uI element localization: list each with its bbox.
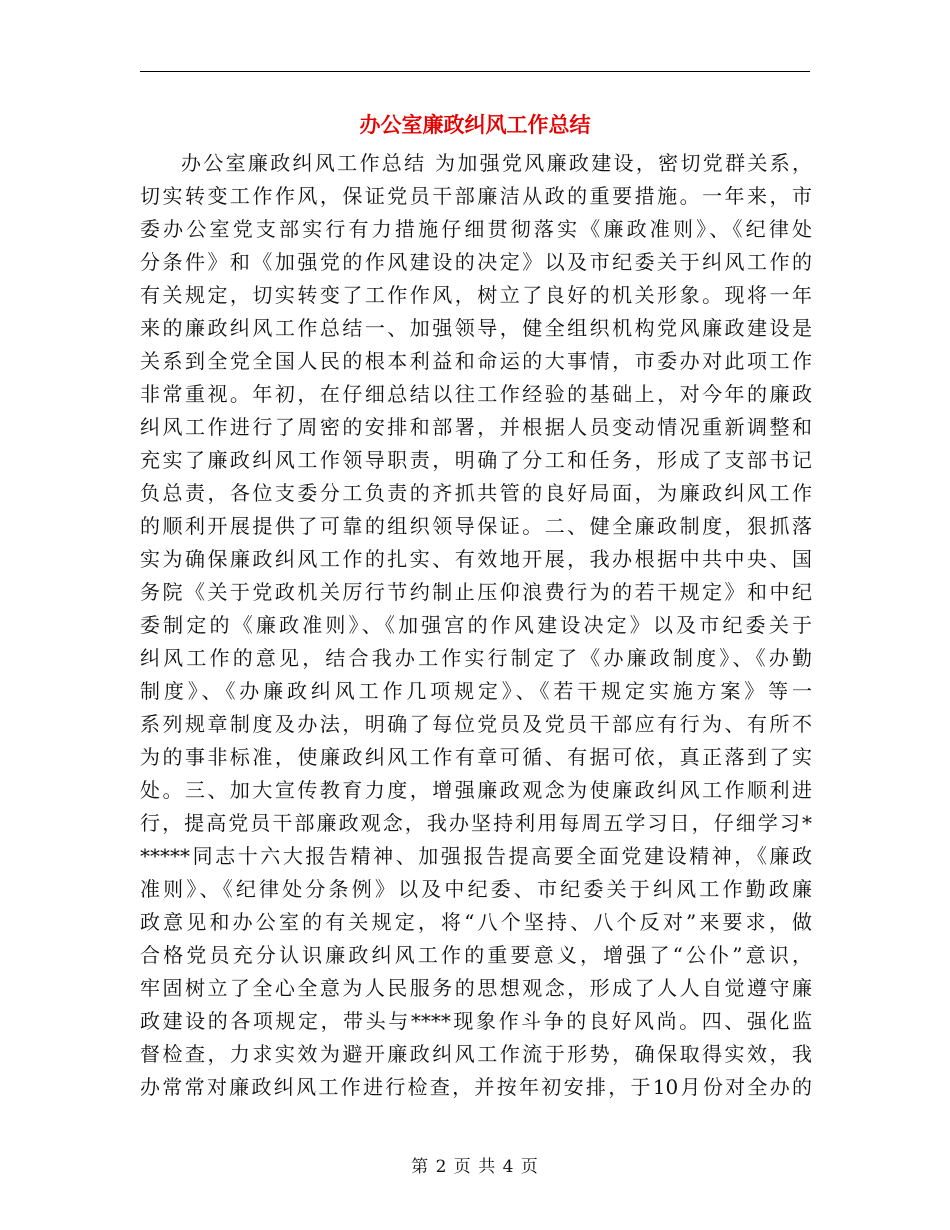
body-line: 办常常对廉政纠风工作进行检查，并按年初安排，于10月份对全办的 xyxy=(140,1075,812,1099)
body-line: 行，提高党员干部廉政观念，我办坚持利用每周五学习日，仔细学习* xyxy=(140,811,812,835)
body-line: 关系到全党全国人民的根本利益和命运的大事情，市委办对此项工作 xyxy=(140,349,812,373)
body-line: 务院《关于党政机关厉行节约制止压仰浪费行为的若干规定》和中纪 xyxy=(140,580,812,604)
body-line: 制度》、《办廉政纠风工作几项规定》、《若干规定实施方案》等一 xyxy=(140,679,812,703)
body-line: 非常重视。年初，在仔细总结以往工作经验的基础上，对今年的廉政 xyxy=(140,382,812,406)
body-line: 委制定的《廉政准则》、《加强宫的作风建设决定》以及市纪委关于 xyxy=(140,613,812,637)
body-line: 充实了廉政纠风工作领导职责，明确了分工和任务，形成了支部书记 xyxy=(140,448,812,472)
body-line: 办公室廉政纠风工作总结 为加强党风廉政建设，密切党群关系， xyxy=(181,151,812,175)
document-title: 办公室廉政纠风工作总结 xyxy=(359,112,591,137)
body-line: 来的廉政纠风工作总结一、加强领导，健全组织机构党风廉政建设是 xyxy=(140,316,812,340)
header-rule xyxy=(140,71,810,72)
body-line: 切实转变工作作风，保证党员干部廉洁从政的重要措施。一年来，市 xyxy=(140,184,812,208)
body-line: 实为确保廉政纠风工作的扎实、有效地开展，我办根据中共中央、国 xyxy=(140,547,812,571)
body-line: 处。三、加大宣传教育力度，增强廉政观念为使廉政纠风工作顺利进 xyxy=(140,778,812,802)
body-line: 纠风工作进行了周密的安排和部署，并根据人员变动情况重新调整和 xyxy=(140,415,812,439)
body-line: 委办公室党支部实行有力措施仔细贯彻落实《廉政准则》、《纪律处 xyxy=(140,217,812,241)
body-line: 的顺利开展提供了可靠的组织领导保证。二、健全廉政制度，狠抓落 xyxy=(140,514,812,538)
body-line: 有关规定，切实转变了工作作风，树立了良好的机关形象。现将一年 xyxy=(140,283,812,307)
body-line: 牢固树立了全心全意为人民服务的思想观念，形成了人人自觉遵守廉 xyxy=(140,976,812,1000)
body-line: 督检查，力求实效为避开廉政纠风工作流于形势，确保取得实效，我 xyxy=(140,1042,812,1066)
body-line: *****同志十六大报告精神、加强报告提高要全面党建设精神，《廉政 xyxy=(140,844,812,868)
body-line: 系列规章制度及办法，明确了每位党员及党员干部应有行为、有所不 xyxy=(140,712,812,736)
body-line: 准则》、《纪律处分条例》以及中纪委、市纪委关于纠风工作勤政廉 xyxy=(140,877,812,901)
body-line: 政意见和办公室的有关规定，将“八个坚持、八个反对”来要求，做 xyxy=(140,910,812,934)
body-line: 纠风工作的意见，结合我办工作实行制定了《办廉政制度》、《办勤 xyxy=(140,646,812,670)
body-line: 政建设的各项规定，带头与****现象作斗争的良好风尚。四、强化监 xyxy=(140,1009,812,1033)
body-line: 负总责，各位支委分工负责的齐抓共管的良好局面，为廉政纠风工作 xyxy=(140,481,812,505)
body-line: 合格党员充分认识廉政纠风工作的重要意义，增强了“公仆”意识， xyxy=(140,943,812,967)
document-body xyxy=(140,147,812,1104)
page-footer: 第 2 页 共 4 页 xyxy=(411,1157,539,1177)
body-line: 为的事非标准，使廉政纠风工作有章可循、有据可依，真正落到了实 xyxy=(140,745,812,769)
body-line: 分条件》和《加强党的作风建设的决定》以及市纪委关于纠风工作的 xyxy=(140,250,812,274)
